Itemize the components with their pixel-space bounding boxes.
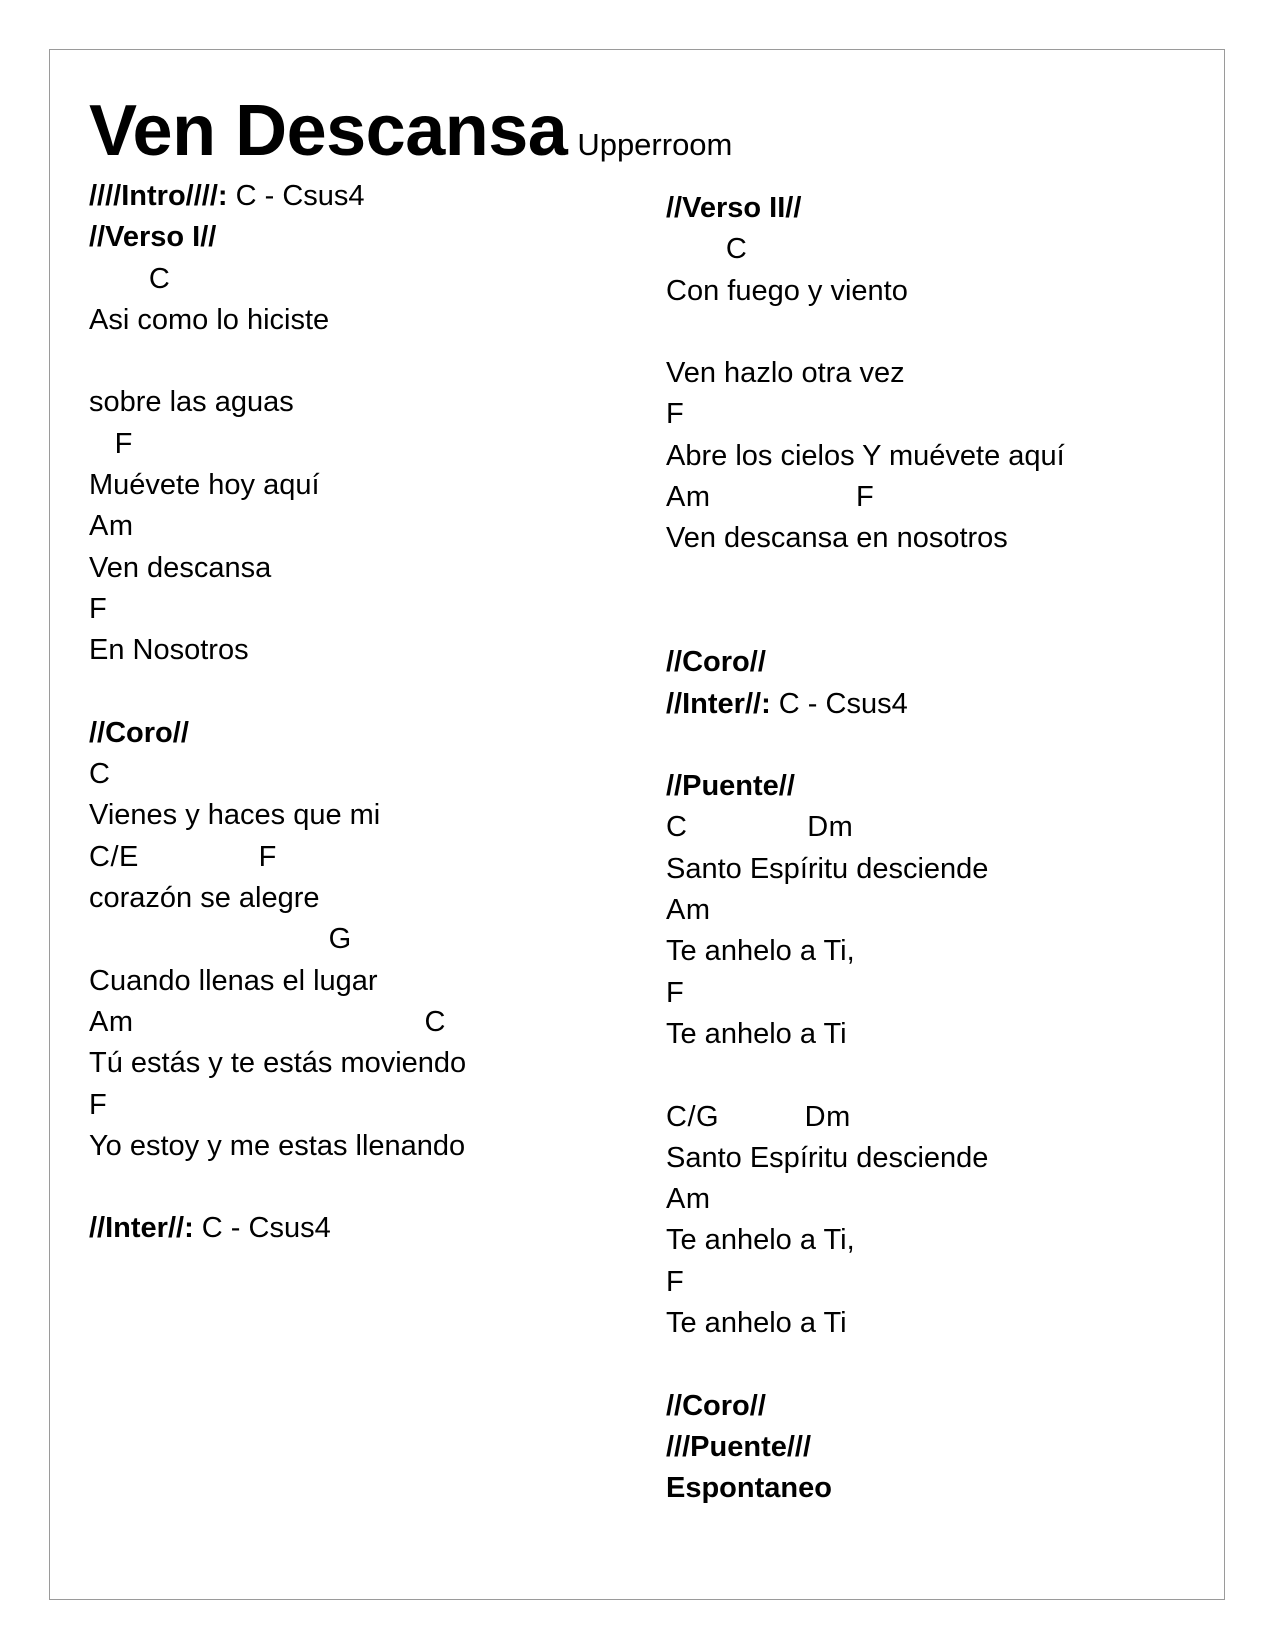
right-column (666, 188, 1065, 1510)
section-label: //Verso I// (89, 221, 217, 254)
lyric-line: Ven descansa (89, 551, 272, 584)
section-heading-line (666, 188, 1065, 229)
section-heading-line (666, 684, 1065, 725)
section-heading-line (666, 642, 1065, 683)
section-label: Espontaneo (666, 1472, 832, 1505)
blank-line (666, 1344, 1065, 1385)
section-label: //Coro// (89, 716, 189, 749)
chord-line: C (666, 233, 748, 266)
blank-line (666, 725, 1065, 766)
lyric-line: En Nosotros (89, 634, 249, 667)
section-heading-line (89, 1208, 466, 1249)
lyric-line: Ven hazlo otra vez (666, 357, 905, 390)
section-heading-line (666, 1427, 1065, 1468)
chord-line: Am C (89, 1005, 446, 1038)
lyric-line: Tú estás y te estás moviendo (89, 1047, 467, 1080)
artist-name: Upperroom (577, 127, 733, 162)
lyric-line: Abre los cielos Y muévete aquí (666, 439, 1065, 472)
section-heading-line (666, 1468, 1065, 1509)
lyric-line: Te anhelo a Ti (666, 1307, 847, 1340)
section-heading-line (89, 217, 466, 258)
lyric-line: Te anhelo a Ti (666, 1017, 847, 1050)
lyric-line: Asi como lo hiciste (89, 303, 330, 336)
section-chords: C - Csus4 (193, 1212, 331, 1245)
lyric-line: corazón se alegre (89, 882, 320, 915)
blank-line (89, 1167, 466, 1208)
chord-line: C/G Dm (666, 1100, 851, 1133)
lyric-line: Te anhelo a Ti, (666, 935, 855, 968)
title-row (89, 90, 732, 172)
section-label: //Inter//: (89, 1212, 194, 1245)
lyric-line: Yo estoy y me estas llenando (89, 1129, 466, 1162)
section-chords: C - Csus4 (770, 687, 908, 720)
song-title: Ven Descansa (89, 91, 568, 171)
chord-line: Am (89, 510, 134, 543)
section-heading-line (89, 713, 466, 754)
chord-line: C (89, 262, 171, 295)
chord-line: F (666, 976, 685, 1009)
section-label: //Coro// (666, 1389, 766, 1422)
chord-line: C/E F (89, 840, 277, 873)
blank-line (89, 672, 466, 713)
chord-line: F (666, 398, 685, 431)
lyric-line: Ven descansa en nosotros (666, 522, 1008, 555)
chord-line: F (89, 427, 133, 460)
section-label: //Inter//: (666, 687, 771, 720)
chord-line: F (89, 1088, 108, 1121)
section-chords: C - Csus4 (227, 180, 365, 212)
lyric-line: Vienes y haces que mi (89, 799, 381, 832)
section-label: ///Puente/// (666, 1430, 812, 1463)
section-label: //Coro// (666, 646, 766, 679)
chord-line: G (89, 923, 352, 956)
lyric-line: Te anhelo a Ti, (666, 1224, 855, 1257)
lyric-line: Santo Espíritu desciende (666, 1141, 989, 1174)
lyric-line: sobre las aguas (89, 386, 294, 419)
chord-line: C (89, 758, 111, 791)
section-label: ////Intro////: (89, 180, 228, 212)
blank-line (666, 312, 1065, 353)
chord-line: F (89, 592, 108, 625)
lyric-line: Santo Espíritu desciende (666, 852, 989, 885)
chord-line: Am (666, 1183, 711, 1216)
lyric-line: Con fuego y viento (666, 274, 908, 307)
left-column (89, 176, 466, 1250)
chord-line: F (666, 1265, 685, 1298)
chord-line: Am F (666, 481, 875, 514)
section-label: //Verso II// (666, 192, 802, 224)
blank-line (666, 560, 1065, 601)
lyric-line: Muévete hoy aquí (89, 469, 320, 502)
chord-line: C Dm (666, 811, 854, 844)
blank-line (666, 601, 1065, 642)
section-heading-line (666, 1386, 1065, 1427)
section-heading-line (89, 176, 466, 217)
section-heading-line (666, 766, 1065, 807)
chord-line: Am (666, 894, 711, 927)
section-label: //Puente// (666, 770, 795, 803)
blank-line (666, 1055, 1065, 1096)
blank-line (89, 341, 466, 382)
lyric-line: Cuando llenas el lugar (89, 964, 378, 997)
